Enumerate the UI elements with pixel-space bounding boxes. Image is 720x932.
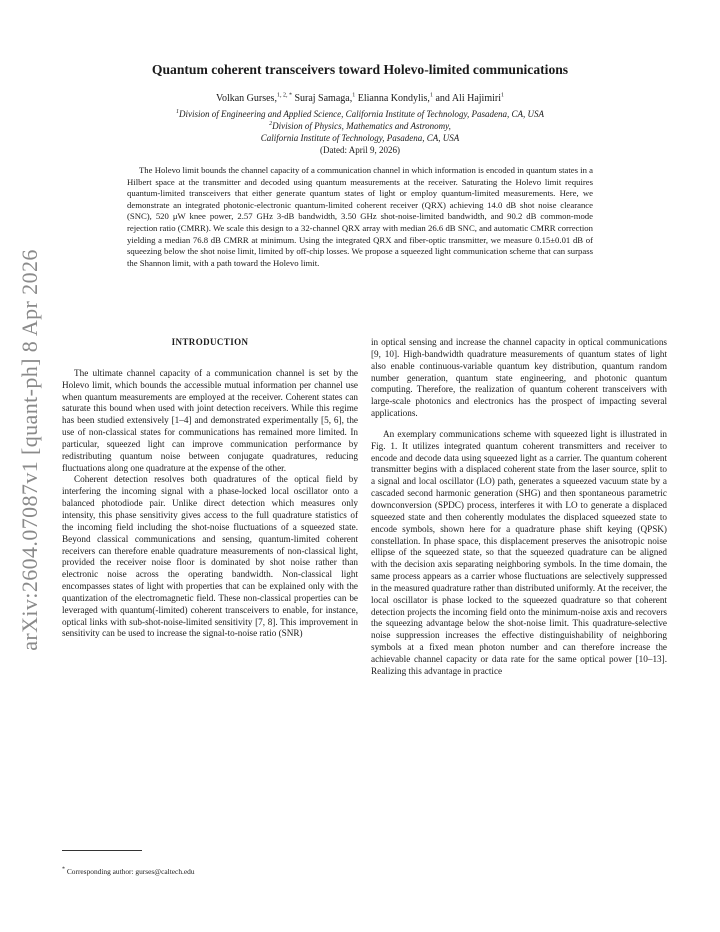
footnote-mark: * bbox=[62, 866, 65, 873]
body-paragraph: Coherent detection resolves both quadratures of the optical field by interfering the incoming signal with a phase-locked local oscillator onto a balanced photodiode pair. Unlike direct detection which measures only intensity, this phase sensitivity gives access to the full quadrature statistics of the incoming field including the shot-noise fluctuations of a squeezed state. Beyond classical communications and sensing, quantum-limited coherent receivers can therefore enable quadrature measurements of non-classical light, provided the receiver noise floor is dominated by shot noise rather than electronic noise across the operating bandwidth. Non-classical light encompasses states of light with properties that can be explained only with the quantization of the electromagnetic field. These non-classical properties can be leveraged with quantum(-limited) coherent transceivers to enable, for instance, optical links with sub-shot-noise-limited sensitivity [7, 8]. This improvement in sensitivity can be used to increase the signal-to-noise ratio (SNR) bbox=[62, 474, 358, 639]
section-heading: INTRODUCTION bbox=[171, 337, 249, 347]
author-name: Volkan Gurses, bbox=[216, 93, 277, 104]
author-list bbox=[0, 93, 720, 104]
arxiv-identifier-stamp bbox=[10, 190, 50, 710]
affiliation-text: Division of Physics, Mathematics and Astronomy, bbox=[272, 121, 451, 131]
author-affiliation-mark: 1, 2, * bbox=[276, 92, 292, 99]
body-paragraph: in optical sensing and increase the channel capacity in optical communications [9, 10]. High-bandwidth quadrature measurements of quantum states of light also enable continuous-variable quantum key distribution, quantum random number generation, quantum state engineering, and photonic quantum computing. Therefore, the realization of quantum coherent transceivers with large-scale photonics and electronics has the prospect of impacting several applications. bbox=[371, 337, 667, 419]
affiliation-mark: 2 bbox=[269, 121, 273, 127]
author-name: Suraj Samaga, bbox=[294, 93, 353, 104]
body-paragraph: The ultimate channel capacity of a communication channel is set by the Holevo limit, which bounds the accessible mutual information per channel use when quantum measurements are employed at the receiver. Coherent states can saturate this bound when used with joint detection receivers. While this regime has been studied extensively [1–4] and demonstrated experimentally [5, 6], the use of non-classical states for communications has remained more limited. In particular, squeezed light can improve communication performance by redistributing quantum noise between conjugate quadratures, reducing fluctuations along one quadrature at the expense of the other. bbox=[62, 367, 358, 473]
footnote-divider bbox=[62, 850, 142, 851]
affiliation-line bbox=[0, 121, 720, 131]
affiliation-text: Division of Engineering and Applied Science, California Institute of Technology, Pasadena, CA, USA bbox=[179, 109, 544, 119]
right-column bbox=[371, 337, 667, 678]
author-affiliation-mark: 1 bbox=[429, 92, 433, 99]
affiliation-line bbox=[0, 109, 720, 119]
author-name: Elianna Kondylis, bbox=[357, 93, 430, 104]
author-name: and Ali Hajimiri bbox=[435, 93, 501, 104]
left-column bbox=[62, 337, 358, 640]
footnote-text: Corresponding author: gurses@caltech.edu bbox=[66, 867, 195, 876]
arxiv-identifier-text: arXiv:2604.07087v1 [quant-ph] 8 Apr 2026 bbox=[17, 249, 42, 651]
author-affiliation-mark: 1 bbox=[352, 92, 356, 99]
body-paragraph: An exemplary communications scheme with squeezed light is illustrated in Fig. 1. It utilizes integrated quantum coherent transmitters and receiver to encode and decode data using squeezed light as a carrier. The quantum coherent transmitter begins with a displaced coherent state from the laser source, split to a signal and local oscillator (LO) path, generates a squeezed vacuum state by a cascaded second harmonic generation (SHG) and then spontaneous parametric downconversion (SPDC) process, interferes it with LO to generate a displaced squeezed state and then coherently modulates the displaced squeezed state to encode symbols, shown here for a quadrature phase shift keying (QPSK) constellation. In phase space, this displacement preserves the anisotropic noise ellipse of the squeezed state, so that the squeezed quadrature can be aligned with the decision axis separating neighboring symbols. In the time domain, the same process appears as a carrier whose fluctuations are selectively suppressed in the measured quadrature rather than distributed uniformly. At the receiver, the local oscillator is phase locked to the squeezed quadrature so that coherent detection projects the incoming field onto the minimum-noise axis and recovers the squeezing advantage below the shot-noise limit. This quadrature-selective noise suppression increases the effective distinguishability of neighboring symbols at a fixed mean photon number and can therefore increase the achievable channel capacity or data rate for the same optical power [10–13]. Realizing this advantage in practice bbox=[371, 428, 667, 676]
author-affiliation-mark: 1 bbox=[500, 92, 504, 99]
abstract: The Holevo limit bounds the channel capacity of a communication channel in which information is encoded in quantum states in a Hilbert space at the transmitter and decoded using quantum measurements at the receiver. Saturating the Holevo limit requires quantum-limited transceivers that either generate quantum states of light or employ quantum-limited measurements. Here, we demonstrate an integrated photonic-electronic quantum-limited coherent receiver (QRX) achieving 14.0 dB shot noise clearance (SNC), 520 μW knee power, 2.57 GHz 3-dB bandwidth, 3.50 GHz shot-noise-limited bandwidth, and 90.2 dB common-mode rejection ratio (CMRR). We scale this design to a 32-channel QRX array with median 26.6 dB SNC, and automatic CMRR correction yielding a median 76.8 dB CMRR at minimum. Using the integrated QRX and fiber-optic transmitter, we measure 0.15±0.01 dB of squeezing below the shot noise limit, limited by off-chip losses. We propose a squeezed light communication scheme that can surpass the Shannon limit, with a path toward the Holevo limit. bbox=[127, 165, 593, 268]
paper-title: Quantum coherent transceivers toward Holevo-limited communications bbox=[151, 62, 569, 77]
affiliation-line bbox=[0, 133, 720, 143]
affiliation-mark: 1 bbox=[176, 109, 180, 115]
footnote bbox=[62, 867, 195, 876]
affiliation-text: California Institute of Technology, Pasadena, CA, USA bbox=[260, 133, 460, 143]
date-line: (Dated: April 9, 2026) bbox=[320, 145, 400, 155]
